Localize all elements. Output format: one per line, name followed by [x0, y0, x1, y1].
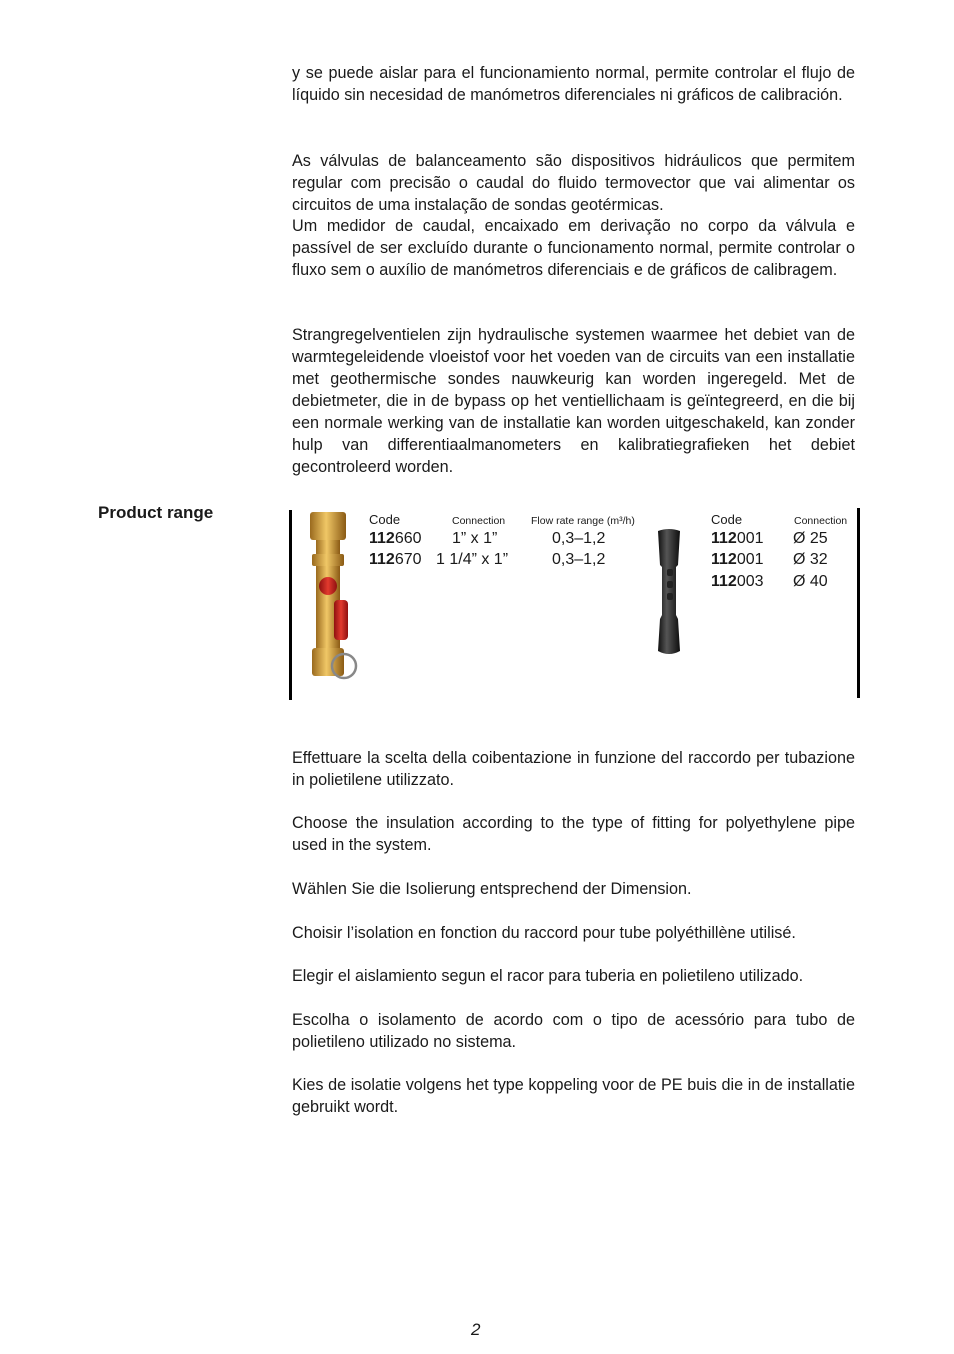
table-row [711, 551, 764, 569]
table-left-border [289, 510, 292, 700]
left-header-code: Code [369, 512, 401, 527]
paragraph-en: Choose the insulation according to the type of fitting for polyethylene pipe used in the system. [292, 814, 855, 854]
paragraph-pt: Escolha o isolamento de acordo com o tipo de acessório para tubo de polietileno utilizado no sistema. [292, 1011, 855, 1051]
page-number: 2 [471, 1320, 481, 1339]
code-prefix: 112 [369, 551, 395, 568]
table-row [369, 551, 422, 569]
left-header-connection: Connection [452, 515, 506, 527]
table-row [711, 530, 764, 548]
paragraph-pt-2: Um medidor de caudal, encaixado em derivação no corpo da válvula e passível de ser excluído durante o funcionamento normal, permite controlar o fluxo sem o auxílio de manómetros diferenciais e de gráficos de calibragem. [292, 217, 855, 279]
flow-cell: 0,3–1,2 [552, 551, 606, 568]
code-prefix: 112 [711, 551, 737, 568]
connection-cell: 1” x 1” [452, 530, 498, 547]
table-right-border [857, 508, 860, 698]
code-suffix: 660 [394, 530, 422, 547]
code-suffix: 001 [736, 551, 764, 568]
code-suffix: 001 [736, 530, 764, 547]
code-prefix: 112 [711, 530, 737, 547]
section-heading-product-range: Product range [98, 503, 214, 522]
connection-cell: Ø 32 [793, 551, 828, 568]
paragraph-de: Wählen Sie die Isolierung entsprechend der Dimension. [292, 880, 692, 898]
code-suffix: 670 [394, 551, 422, 568]
table-row [711, 573, 764, 591]
connection-cell: 1 1/4” x 1” [436, 551, 509, 568]
paragraph-nl-bottom: Kies de isolatie volgens het type koppeling voor de PE buis die in de installatie gebruikt wordt. [292, 1076, 855, 1116]
right-header-connection: Connection [794, 515, 848, 527]
code-suffix: 003 [736, 573, 764, 590]
flow-cell: 0,3–1,2 [552, 530, 606, 547]
paragraph-nl: Strangregelventielen zijn hydraulische systemen waarmee het debiet van de warmtegeleidende vloeistof voor het voeden van de circuits van een installatie met geothermische sondes nauwkeurig kan worden ingeregeld. Met de debietmeter, die in de bypass op het ventiellichaam is geïntegreerd, en die bij een normale werking van de installatie kan worden uitgeschakeld, kan zonder hulp van differentiaalmanometers en kalibratiegrafieken het debiet gecontroleerd worden. [292, 326, 855, 476]
connection-cell: Ø 25 [793, 530, 828, 547]
paragraph-it: Effettuare la scelta della coibentazione in funzione del raccordo per tubazione in polietilene utilizzato. [292, 749, 855, 789]
left-header-flow: Flow rate range (m³/h) [531, 515, 635, 527]
paragraph-es: Elegir el aislamiento segun el racor para tuberia en polietileno utilizado. [292, 967, 804, 985]
table-row [369, 530, 422, 548]
connection-cell: Ø 40 [793, 573, 828, 590]
paragraph-fr: Choisir l’isolation en fonction du raccord pour tube polyéthillène utilisé. [292, 924, 796, 942]
code-prefix: 112 [711, 573, 737, 590]
code-prefix: 112 [369, 530, 395, 547]
paragraph-es-end: y se puede aislar para el funcionamiento normal, permite controlar el flujo de líquido sin necesidad de manómetros diferenciales ni gráficos de calibración. [292, 64, 855, 104]
insulation-shell-image [654, 527, 684, 657]
balancing-valve-image [298, 508, 368, 688]
right-header-code: Code [711, 512, 743, 527]
paragraph-pt-1: As válvulas de balanceamento são dispositivos hidráulicos que permitem regular com precisão o caudal do fluido termovector que vai alimentar os circuitos de uma instalação de sondas geotérmicas. [292, 152, 855, 214]
